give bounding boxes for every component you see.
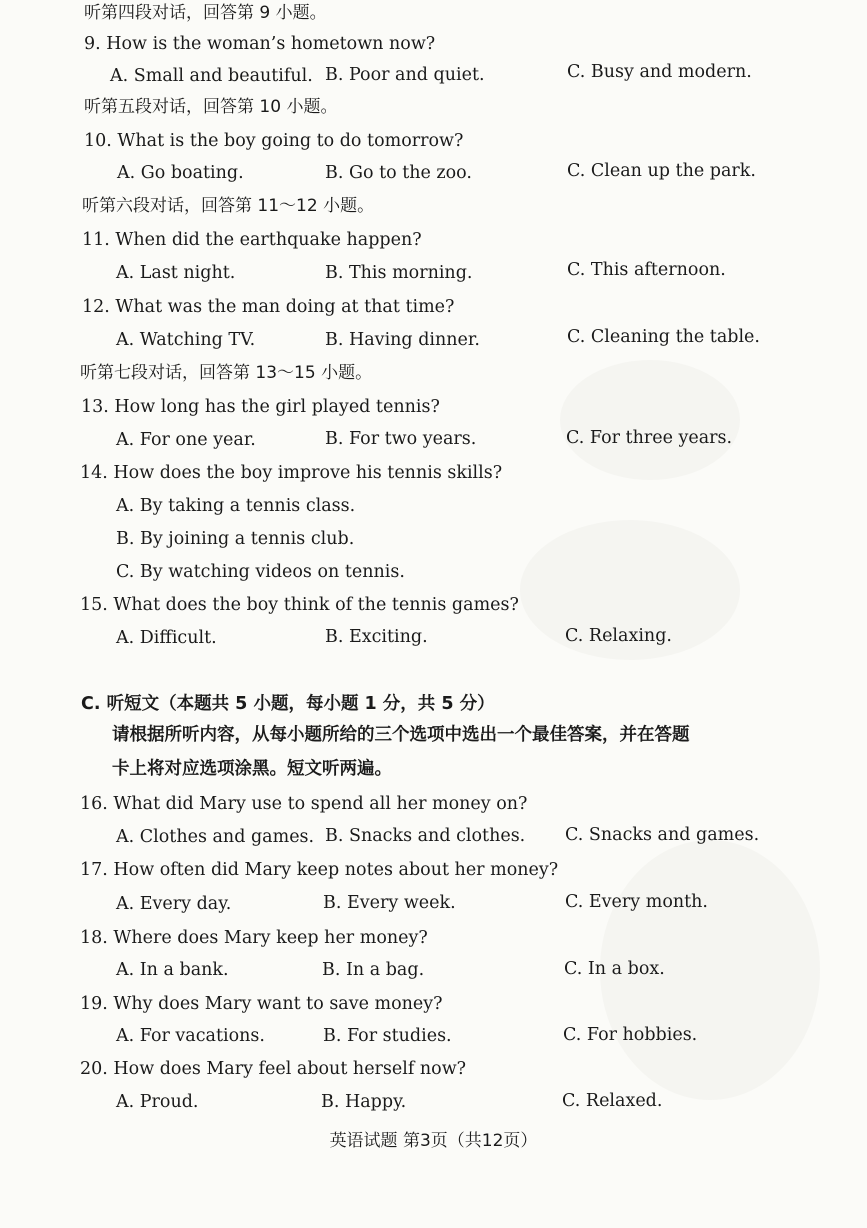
option-a: A. Go boating.: [117, 163, 244, 183]
question-stem: 14. How does the boy improve his tennis skills?: [80, 463, 503, 483]
option-c: C. Relaxing.: [565, 626, 672, 646]
option-c: C. For hobbies.: [563, 1025, 698, 1045]
scan-smudge: [560, 360, 740, 480]
question-stem: 9. How is the woman’s hometown now?: [84, 34, 436, 54]
option-a: A. For vacations.: [116, 1026, 265, 1046]
option-c: C. For three years.: [566, 428, 733, 448]
option-c: C. Clean up the park.: [567, 161, 756, 181]
option-c: C. Every month.: [565, 892, 708, 912]
option-b: B. Poor and quiet.: [325, 65, 485, 85]
option-b: B. Exciting.: [325, 627, 428, 647]
section-header: 听第四段对话，回答第 9 小题。: [84, 3, 327, 23]
question-stem: 16. What did Mary use to spend all her money on?: [80, 794, 528, 814]
part-c-instructions: 卡上将对应选项涂黑。短文听两遍。: [112, 759, 392, 779]
option-c: C. Cleaning the table.: [567, 327, 760, 347]
option-b: B. Snacks and clothes.: [325, 826, 526, 846]
option-b: B. Having dinner.: [325, 330, 480, 350]
page-footer: 英语试题 第3页（共12页）: [329, 1131, 538, 1151]
question-stem: 11. When did the earthquake happen?: [82, 230, 422, 250]
option-c: C. By watching videos on tennis.: [116, 562, 405, 582]
option-a: A. Every day.: [116, 894, 232, 914]
section-header: 听第五段对话，回答第 10 小题。: [84, 97, 338, 117]
option-c: C. Snacks and games.: [565, 825, 760, 845]
question-stem: 20. How does Mary feel about herself now?: [80, 1059, 467, 1079]
option-b: B. This morning.: [325, 263, 473, 283]
option-b: B. For studies.: [323, 1026, 452, 1046]
question-stem: 18. Where does Mary keep her money?: [80, 928, 428, 948]
option-c: C. Relaxed.: [562, 1091, 663, 1111]
question-stem: 13. How long has the girl played tennis?: [81, 397, 440, 417]
section-header: 听第七段对话，回答第 13～15 小题。: [80, 363, 373, 383]
option-a: A. For one year.: [116, 430, 256, 450]
option-a: A. Small and beautiful.: [110, 66, 313, 86]
option-b: B. Every week.: [323, 893, 456, 913]
question-stem: 17. How often did Mary keep notes about her money?: [80, 860, 559, 880]
question-stem: 12. What was the man doing at that time?: [82, 297, 455, 317]
option-a: A. Difficult.: [116, 628, 217, 648]
option-c: C. In a box.: [564, 959, 665, 979]
part-c-instructions: 请根据所听内容，从每小题所给的三个选项中选出一个最佳答案，并在答题: [112, 725, 690, 745]
option-a: A. Last night.: [116, 263, 236, 283]
question-stem: 15. What does the boy think of the tennis games?: [80, 595, 519, 615]
part-c-title: C. 听短文（本题共 5 小题，每小题 1 分，共 5 分）: [81, 694, 495, 714]
option-a: A. In a bank.: [116, 960, 229, 980]
option-b: B. Go to the zoo.: [325, 163, 472, 183]
question-stem: 10. What is the boy going to do tomorrow?: [84, 131, 464, 151]
option-a: A. Clothes and games.: [116, 827, 315, 847]
option-c: C. This afternoon.: [567, 260, 726, 280]
option-a: A. Proud.: [116, 1092, 199, 1112]
option-b: B. Happy.: [321, 1092, 407, 1112]
option-b: B. For two years.: [325, 429, 477, 449]
option-b: B. By joining a tennis club.: [116, 529, 355, 549]
option-c: C. Busy and modern.: [567, 62, 752, 82]
section-header: 听第六段对话，回答第 11～12 小题。: [82, 196, 375, 216]
option-a: A. Watching TV.: [116, 330, 256, 350]
option-b: B. In a bag.: [322, 960, 425, 980]
question-stem: 19. Why does Mary want to save money?: [80, 994, 443, 1014]
option-a: A. By taking a tennis class.: [116, 496, 356, 516]
